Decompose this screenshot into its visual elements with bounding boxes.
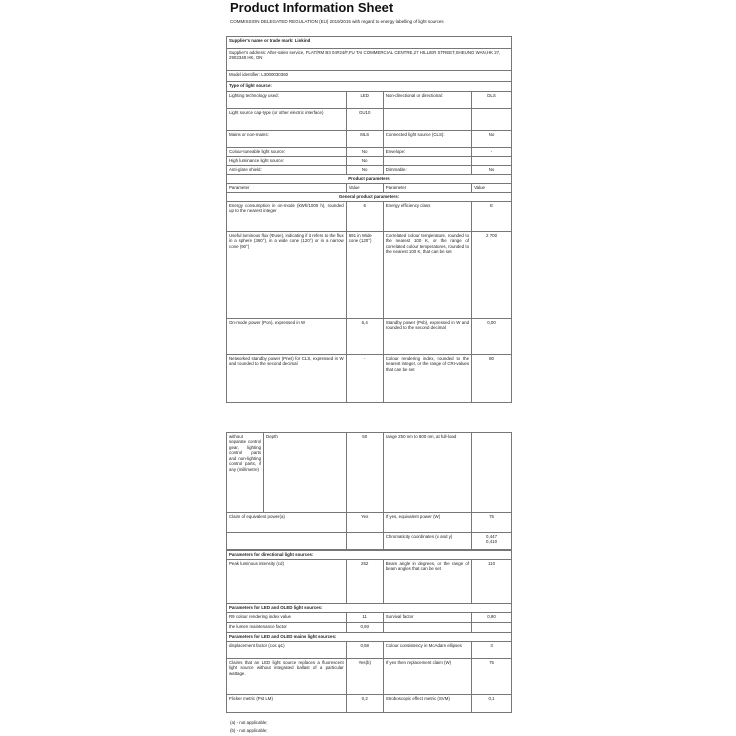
table-row: High luminance light source: No — [227, 157, 512, 166]
table-row: Chromaticity coordinates (x and y) 0,447 0,410 — [227, 533, 512, 550]
table-row: Flicker metric (Pst LM) 0,2 Stroboscopic effect metric (SVM) 0,1 — [227, 695, 512, 713]
table-row: Peak luminous intensity (cd) 252 Beam angle in degrees, or the range of beam angles that can be set 110 — [227, 560, 512, 604]
table-row: displacement factor (cos φ1) 0,58 Colour consistency in McAdam ellipses 3 — [227, 642, 512, 659]
mains-header: Parameters for LED and OLED mains light sources: — [227, 633, 512, 642]
table-row: Colour-tuneable light source: No Envelope: - — [227, 148, 512, 157]
table-row: R9 colour rendering index value 11 Survival factor 0,90 — [227, 613, 512, 623]
directional-header: Parameters for directional light sources: — [227, 551, 512, 560]
table-row: Claims that an LED light source replaces a fluorescent light source without integrated ballast of a particular wattage. Yes(b) If yes then replacement claim (W) 75 — [227, 659, 512, 695]
table-row: On-mode power (Pon), expressed in W 6,4 Standby power (Psb), expressed in W and rounded to the second decimal 0,00 — [227, 319, 512, 355]
table-row: Useful luminous flux (Φuse), indicating if it refers to the flux in a sphere (360°), in a wide cone (120°) or in a narrow cone (90°) 591 in Wide cone (120°) Correlated colour temperature, rounded to the nearest 100 K, or the range of correlated colour temperatures, rounded to the nearest 100 K, that can be set 2 700 — [227, 232, 512, 319]
table-row: Mains or non-mains: MLS Connected light source (CLS): No — [227, 131, 512, 148]
supplier-name: Supplier's name or trade mark: Linkind — [227, 37, 512, 49]
regulation-text: COMMISSION DELEGATED REGULATION (EU) 2019/2015 with regard to energy labelling of light sources — [230, 19, 444, 24]
table-row: Networked standby power (Pnet) for CLS, expressed in W and rounded to the second decimal - Colour rendering index, rounded to the nearest integer, or the range of CRI-values that can be set 80 — [227, 355, 512, 403]
upper-table-block — [226, 36, 512, 403]
dimensions-table — [226, 432, 512, 550]
table-row: the lumen maintenance factor 0,93 — [227, 623, 512, 633]
directional-table — [226, 550, 512, 713]
product-params-header: Product parameters — [227, 175, 512, 184]
footnote: (a) - not applicable; — [230, 720, 268, 725]
page-title: Product Information Sheet — [230, 0, 394, 15]
table-row: Anti-glare shield: No Dimmable: No — [227, 166, 512, 175]
lower-table-block — [226, 432, 512, 713]
general-header: General product parameters: — [227, 193, 512, 202]
type-header: Type of light source: — [227, 82, 512, 92]
footnote: (b) - not applicable; — [230, 728, 268, 733]
param-column-header: Parameter Value Parameter Value — [227, 184, 512, 193]
supplier-address: Supplier's address: After-sales service, FLAT/RM B3 04#24/F,FU TAI COMMERCIAL CENTRE,27 HILLIER STREET,SHEUNG WAN,HK 27, 2902348 HK, ON — [227, 49, 512, 71]
led-header: Parameters for LED and OLED light sources: — [227, 604, 512, 613]
table-row: Lighting technology used: LED Non-directional or directional: DLS — [227, 92, 512, 109]
table-row: Light source cap-type (or other electric interface) GU10 — [227, 109, 512, 131]
supplier-table — [226, 36, 512, 403]
model-identifier: Model identifier: L3000030360 — [227, 71, 512, 82]
table-row: Energy consumption in on-mode (kWh/1000 h), rounded up to the nearest integer 6 Energy efficiency class E — [227, 202, 512, 232]
table-row: Claim of equivalent power(a) Yes If yes, equivalent power (W) 75 — [227, 513, 512, 533]
table-row: without separate control gear, lighting control parts and non-lighting control parts, if any (millimetre) Depth 50 range 250 nm to 800 nm, at full-load — [227, 433, 512, 513]
